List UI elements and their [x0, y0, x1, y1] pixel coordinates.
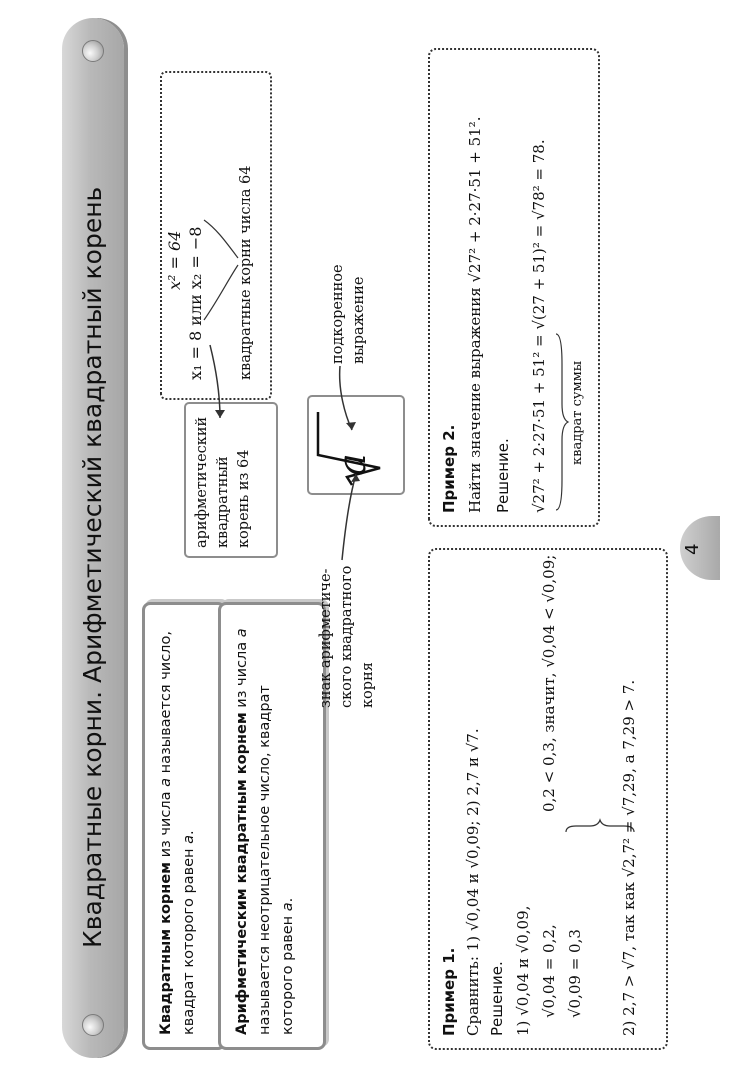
solution-label: Решение. — [494, 438, 512, 513]
variable: a — [234, 628, 250, 638]
arrowhead-icon — [346, 422, 356, 430]
page-number: 4 — [682, 543, 703, 555]
example-task: Найти значение выражения √27² + 2·27·51 + 51². — [466, 116, 484, 513]
label-line: арифметический — [194, 416, 210, 548]
example-heading: Пример 2. — [440, 424, 458, 513]
punct: . — [181, 830, 197, 835]
arrow-sign — [342, 474, 356, 560]
definition-text: из числа — [158, 786, 174, 862]
arrow-radicand — [340, 366, 352, 430]
definition-term: Арифметическим квадратным корнем — [234, 712, 250, 1035]
label-line: выражение — [351, 276, 367, 364]
label-line: корень из 64 — [236, 449, 252, 548]
equation-x-squared: x² = 64 — [165, 230, 184, 290]
example-heading: Пример 1. — [440, 947, 458, 1036]
brace-label: квадрат суммы — [570, 360, 585, 465]
label-line: знак арифметиче- — [318, 568, 334, 708]
solution-line: √0,04 = 0,2, — [540, 924, 558, 1018]
page-title: Квадратные корни. Арифметический квадратный корень — [78, 186, 107, 948]
solution-line: 2) 2,7 > √7, так как √2,7² = √7,29, а 7,29 > 7. — [620, 679, 638, 1036]
definition-text: называется неотрицательное число, квадрат которого равен — [257, 685, 296, 1035]
arrow-arith — [210, 345, 220, 418]
variable: a — [158, 778, 174, 787]
punct: . — [280, 897, 296, 903]
arrowhead-icon — [215, 410, 225, 418]
label-line: квадратный — [215, 456, 231, 548]
solution-calc: √27² + 2·27·51 + 51² = √(27 + 51)² = √78² = 78. — [530, 139, 548, 513]
solution-line: 1) √0,04 и √0,09, — [514, 905, 532, 1036]
definition-text: из числа — [234, 637, 250, 713]
variable: a — [280, 902, 296, 912]
label-line: подкоренное — [330, 264, 346, 364]
variable: a — [181, 834, 197, 844]
definition-term: Квадратным корнем — [158, 861, 174, 1035]
solution-label: Решение. — [488, 961, 506, 1036]
example-2 — [428, 48, 600, 527]
label-line: ского квадратного — [339, 565, 355, 708]
sqrt-variable: a — [330, 453, 374, 476]
label-line: корня — [360, 662, 376, 708]
example-task: Сравнить: 1) √0,04 и √0,09; 2) 2,7 и √7. — [464, 728, 482, 1036]
solution-line: √0,09 = 0,3 — [566, 929, 584, 1018]
example-1 — [428, 548, 668, 1050]
radicand-label — [328, 264, 370, 364]
definition-text: называется число, квадрат которого равен — [158, 631, 197, 1035]
solution-conclusion: 0,2 < 0,3, значит, √0,04 < √0,09; — [540, 554, 558, 812]
roots-line: x₁ = 8 или x₂ = −8 — [186, 226, 205, 380]
sign-label — [316, 558, 379, 708]
roots-label: квадратные корни числа 64 — [238, 165, 254, 380]
